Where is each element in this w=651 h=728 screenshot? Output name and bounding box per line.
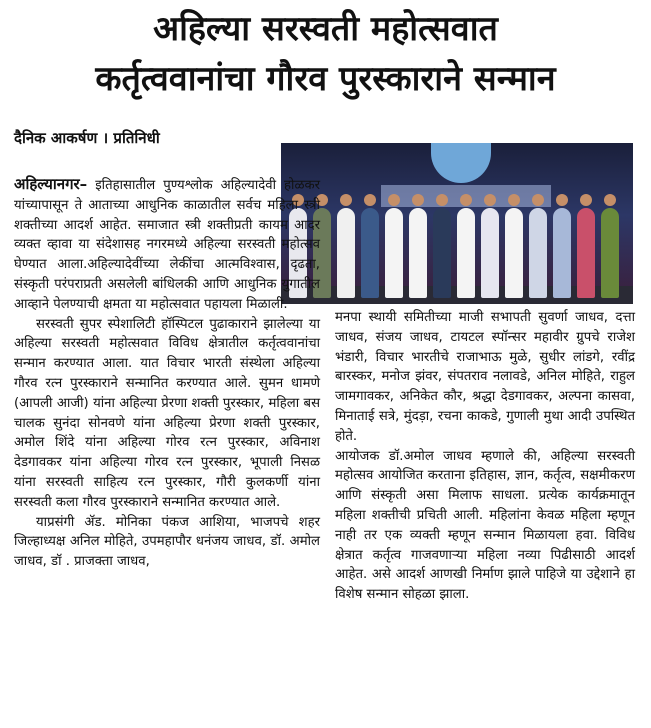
person-figure	[601, 208, 619, 298]
person-head	[508, 194, 520, 206]
person-head	[484, 194, 496, 206]
person-head	[340, 194, 352, 206]
person-head	[460, 194, 472, 206]
article-paragraph	[14, 175, 320, 315]
person-head	[604, 194, 616, 206]
article-paragraph: सरस्वती सुपर स्पेशालिटी हॉस्पिटल पुढाकाराने झालेल्या या अहिल्या सरस्वती महोत्सवात विविध क्षेत्रातील कर्तृत्ववानांचा सन्मान करण्यात आला. यात विचार भारती संस्थेला अहिल्या गौरव रत्न पुरस्काराने सन्मानित करण्यात आले. सुमन धामणे (आपली आजी) यांना अहिल्या प्रेरणा शक्ती पुरस्कार, महिला बस चालक सुनंदा सोनवणे यांना अहिल्या प्रेरणा शक्ती पुरस्कार, अमोल शिंदे यांना अहिल्या गोरव रत्न पुरस्कार, अविनाश देडगावकर यांना अहिल्या गोरव रत्न पुरस्कार, भूपाली निसळ यांना सरस्वती साहित्य रत्न पुरस्कार, गौरी कुलकर्णी यांना सरस्वती कला गौरव पुरस्काराने सन्मानित करण्यात आले.	[14, 316, 320, 510]
headline-line-1: अहिल्या सरस्वती महोत्सवात	[153, 9, 498, 49]
person-head	[412, 194, 424, 206]
person-figure	[577, 208, 595, 298]
dateline: अहिल्यानगर–	[14, 175, 88, 193]
person-figure	[529, 208, 547, 298]
person-head	[556, 194, 568, 206]
article-column-left	[14, 175, 320, 572]
headline-line-2: कर्तृत्ववानांचा गौरव पुरस्काराने सन्मान	[95, 59, 556, 99]
byline: दैनिक आकर्षण । प्रतिनिधी	[14, 129, 160, 147]
person-figure	[481, 208, 499, 298]
paragraph-text: इतिहासातील पुण्यश्लोक अहिल्यादेवी होळकर यांच्यापासून ते आताच्या आधुनिक काळातील सर्वच महिला स्त्री शक्तीच्या आदर्श आहेत. समाजात स्त्री शक्तीप्रती कायम आदर व्यक्त व्हावा या संदेशासह नगरमध्ये अहिल्या सरस्वती महोत्सव घेण्यात आला.अहिल्यादेवींच्या लेकींचा आत्मविश्वास, दृढता, संस्कृती परंपराप्रती असलेली बांधिलकी आणि आधुनिक युगातील आव्हाने पेलण्याची क्षमता या महोत्सवात पहायला मिळाली.	[14, 178, 320, 312]
person-figure	[385, 208, 403, 298]
person-figure	[337, 208, 355, 298]
person-head	[364, 194, 376, 206]
person-head	[580, 194, 592, 206]
article-paragraph: याप्रसंगी ॲड. मोनिका पंकज आशिया, भाजपचे शहर जिल्हाध्यक्ष अनिल मोहिते, उपमहापौर धनंजय जाधव, डॉ. अमोल जाधव, डॉ . प्राजक्ता जाधव,	[14, 514, 320, 570]
person-head	[532, 194, 544, 206]
person-figure	[553, 208, 571, 298]
person-head	[436, 194, 448, 206]
person-figure	[361, 208, 379, 298]
person-figure	[409, 208, 427, 298]
person-figure	[505, 208, 523, 298]
person-head	[388, 194, 400, 206]
person-figure	[433, 208, 451, 298]
article-paragraph: आयोजक डॉ.अमोल जाधव म्हणाले की, अहिल्या सरस्वती महोत्सव आयोजित करताना इतिहास, ज्ञान, कर्तृत्व, सक्षमीकरण आणि संस्कृती असा मिलाफ साधला. प्रत्येक कार्यक्रमातून महिला शक्तीची प्रचिती आली. महिलांना केवळ महिला म्हणून नाही तर एक व्यक्ती म्हणून सन्मान मिळायला हवा. विविध क्षेत्रात कर्तृत्व गाजवणाऱ्या महिला नव्या पिढीसाठी आदर्श आहेत. असे आदर्श आणखी निर्माण झाले पाहिजे या उद्देशाने हा विशेष सन्मान सोहळा झाला.	[335, 448, 635, 603]
article-column-right	[335, 308, 635, 605]
stage-emblem	[431, 143, 491, 183]
article-paragraph: मनपा स्थायी समितीच्या माजी सभापती सुवर्णा जाधव, दत्ता जाधव, संजय जाधव, टायटल स्पॉन्सर महावीर ग्रुपचे राजेश भंडारी, विचार भारतीचे राजाभाऊ मुळे, सुधीर लांडगे, रवींद्र बारस्कर, मनोज झंवर, संपतराव नलावडे, अनिल मोहिते, राहुल जामगावकर, अनिकेत कौर, श्रद्धा देडगावकर, अल्पना कासवा, मिनाताई सत्रे, मुंदड़ा, रचना काकडे, गुणाली मुथा आदी उपस्थित होते.	[335, 310, 635, 444]
event-photo	[281, 143, 633, 304]
person-figure	[457, 208, 475, 298]
